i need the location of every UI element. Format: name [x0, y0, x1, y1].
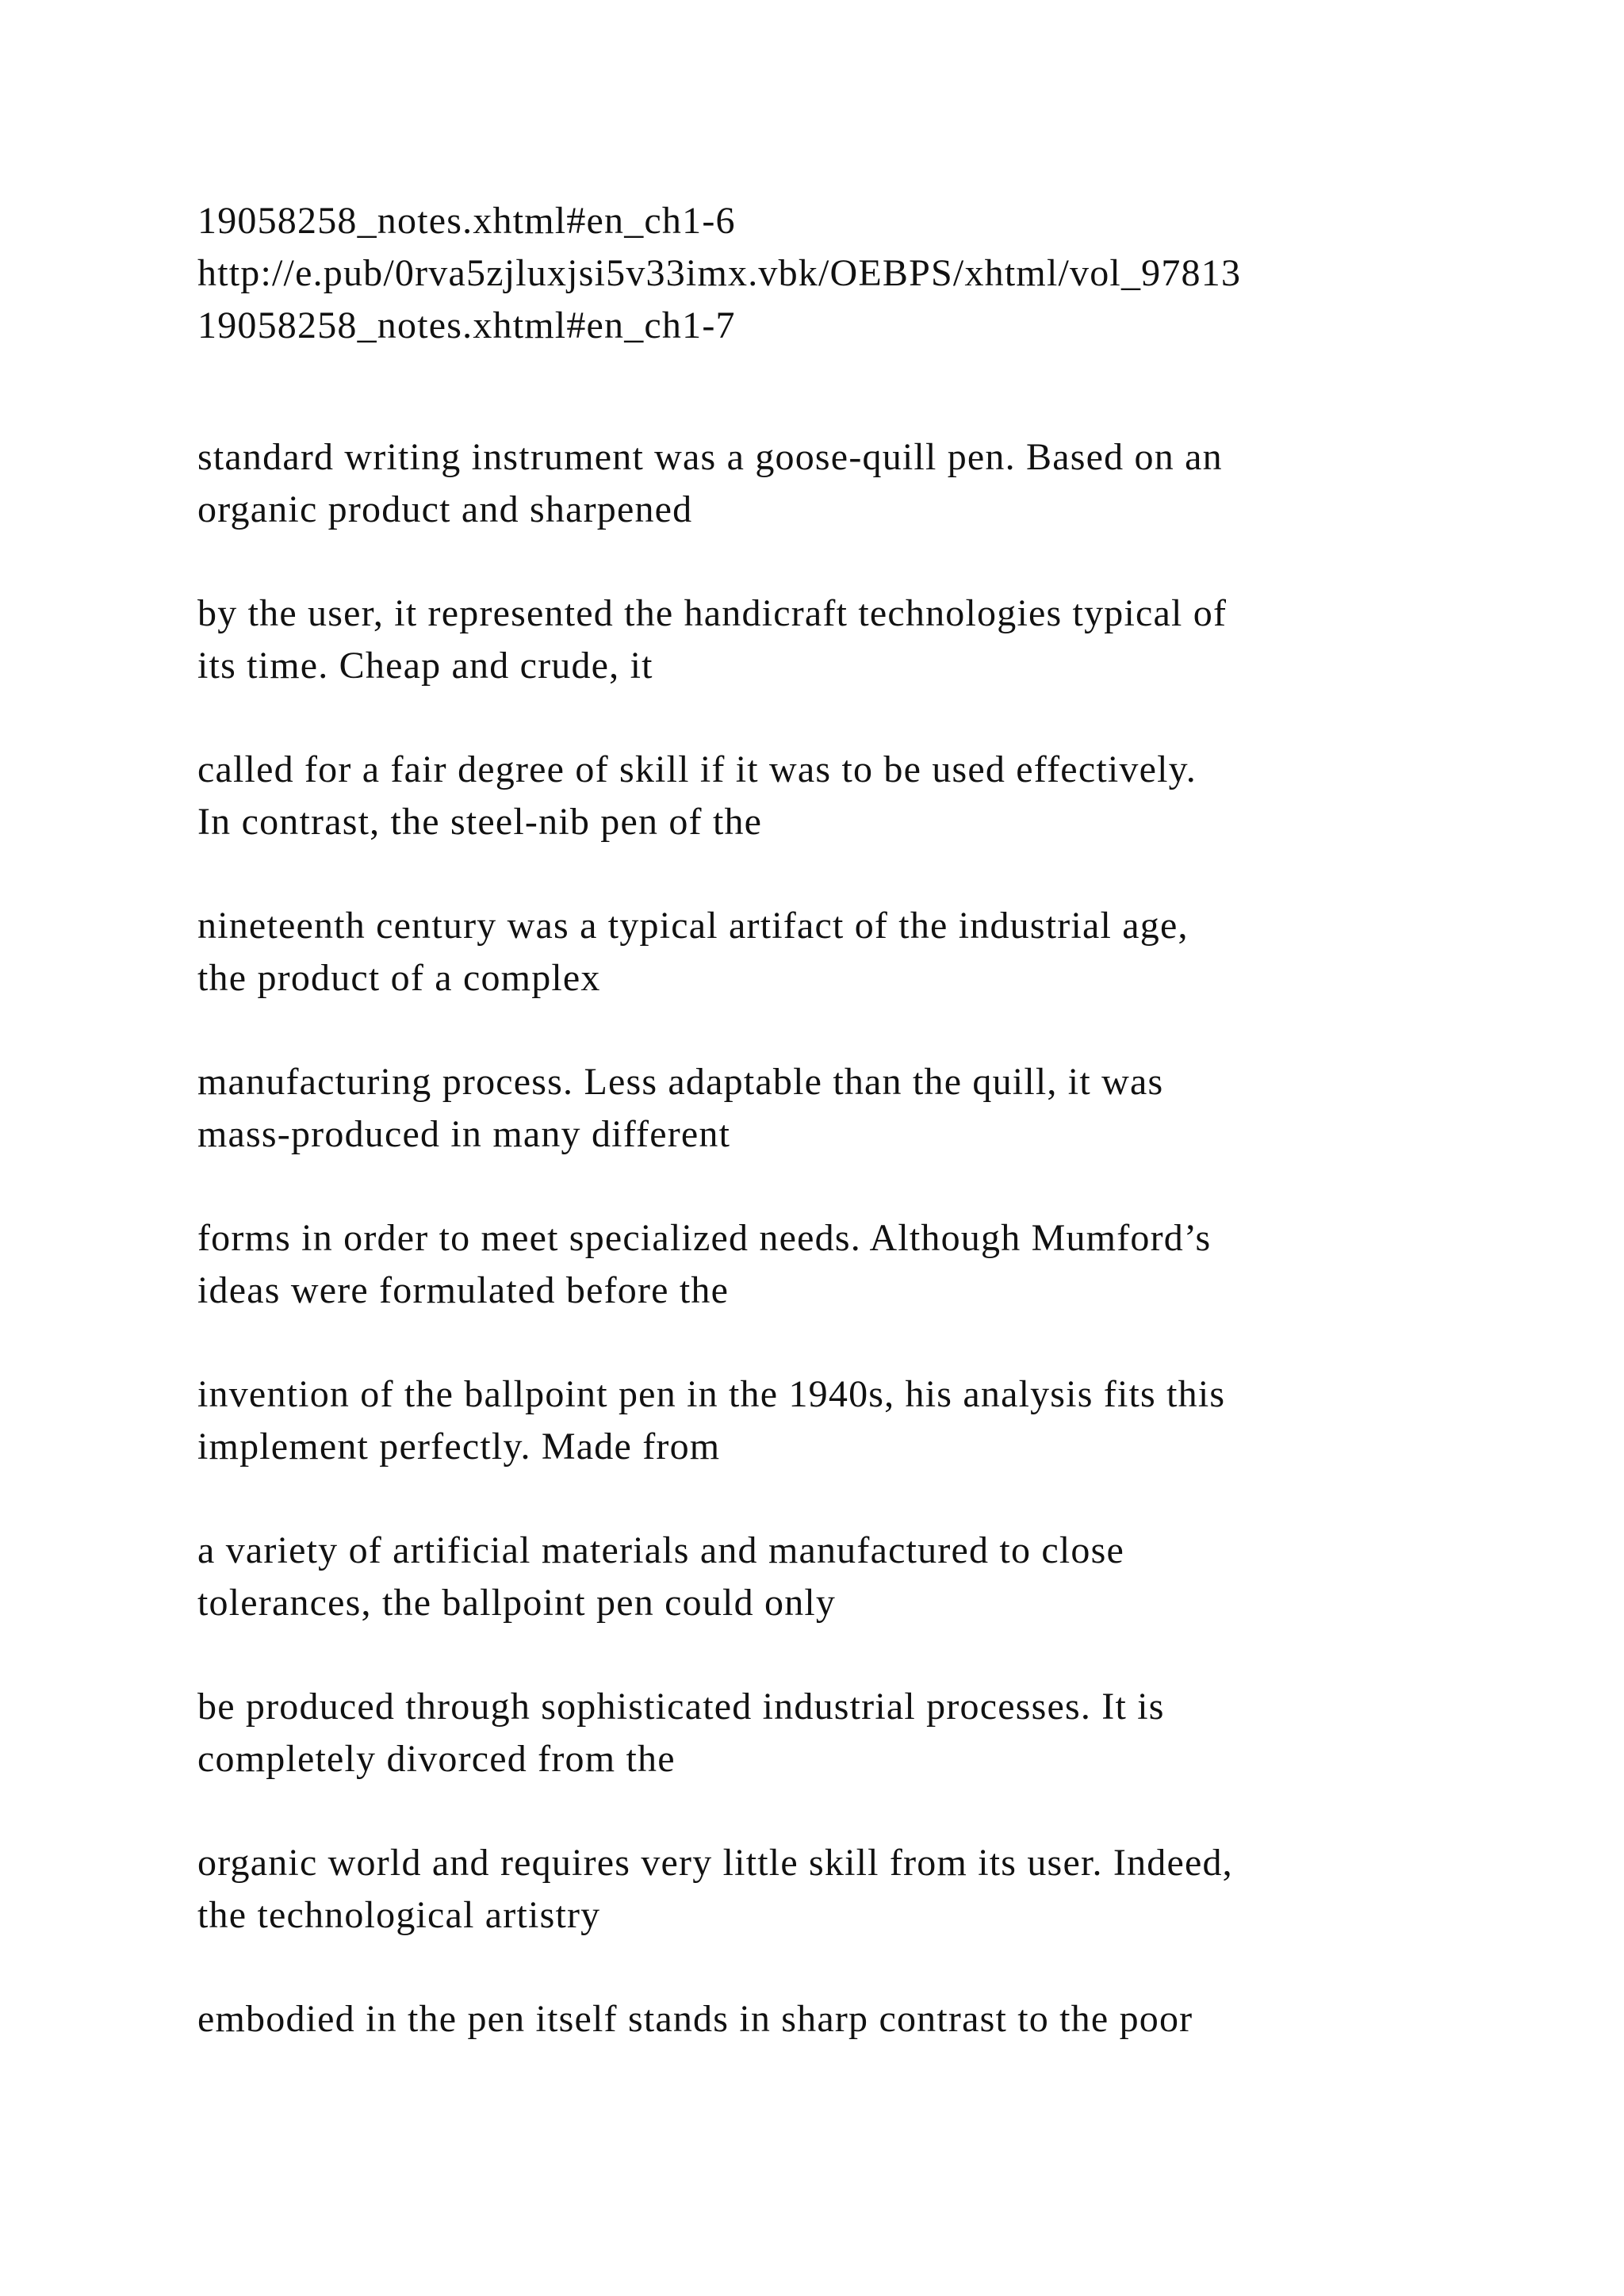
section-spacer: [197, 352, 1530, 431]
paragraph-line: invention of the ballpoint pen in the 1940s, his analysis fits this: [197, 1373, 1226, 1415]
paragraph-line: embodied in the pen itself stands in sharp contrast to the poor: [197, 1998, 1193, 2040]
reference-link-line: 19058258_notes.xhtml#en_ch1-7: [197, 304, 736, 346]
reference-link-line: 19058258_notes.xhtml#en_ch1-6: [197, 200, 736, 242]
paragraph-line: ideas were formulated before the: [197, 1269, 730, 1311]
paragraph-line: completely divorced from the: [197, 1738, 676, 1780]
paragraph: [197, 1993, 1530, 2045]
paragraph-line: organic world and requires very little skill from its user. Indeed,: [197, 1842, 1233, 1884]
reference-link-line: http://e.pub/0rva5zjluxjsi5v33imx.vbk/OEBPS/xhtml/vol_97813: [197, 252, 1242, 294]
paragraph: [197, 587, 1530, 692]
paragraph: [197, 1212, 1530, 1317]
paragraph-line: a variety of artificial materials and manufactured to close: [197, 1529, 1124, 1571]
paragraph-line: be produced through sophisticated industrial processes. It is: [197, 1686, 1165, 1728]
paragraph-line: mass-produced in many different: [197, 1113, 731, 1155]
paragraph: [197, 1368, 1530, 1473]
page-content: [197, 195, 1530, 2097]
paragraph-line: manufacturing process. Less adaptable than the quill, it was: [197, 1061, 1164, 1103]
paragraph-line: the technological artistry: [197, 1894, 601, 1936]
paragraph-line: its time. Cheap and crude, it: [197, 645, 653, 687]
paragraph-line: forms in order to meet specialized needs. Although Mumford’s: [197, 1217, 1212, 1259]
paragraph-line: standard writing instrument was a goose-quill pen. Based on an: [197, 436, 1223, 478]
reference-links: [197, 195, 1530, 352]
paragraph: [197, 1525, 1530, 1629]
paragraph-line: organic product and sharpened: [197, 488, 693, 530]
paragraph: [197, 431, 1530, 536]
paragraph-line: called for a fair degree of skill if it was to be used effectively.: [197, 748, 1197, 790]
paragraph-line: by the user, it represented the handicraft technologies typical of: [197, 592, 1228, 634]
paragraph: [197, 1681, 1530, 1785]
paragraph: [197, 744, 1530, 848]
paragraph-line: implement perfectly. Made from: [197, 1425, 721, 1468]
paragraph: [197, 1056, 1530, 1161]
paragraph-line: nineteenth century was a typical artifact of the industrial age,: [197, 905, 1189, 947]
paragraph-line: the product of a complex: [197, 957, 601, 999]
paragraph: [197, 900, 1530, 1004]
paragraph: [197, 1837, 1530, 1942]
paragraph-line: In contrast, the steel-nib pen of the: [197, 801, 763, 843]
paragraph-line: tolerances, the ballpoint pen could only: [197, 1582, 837, 1624]
